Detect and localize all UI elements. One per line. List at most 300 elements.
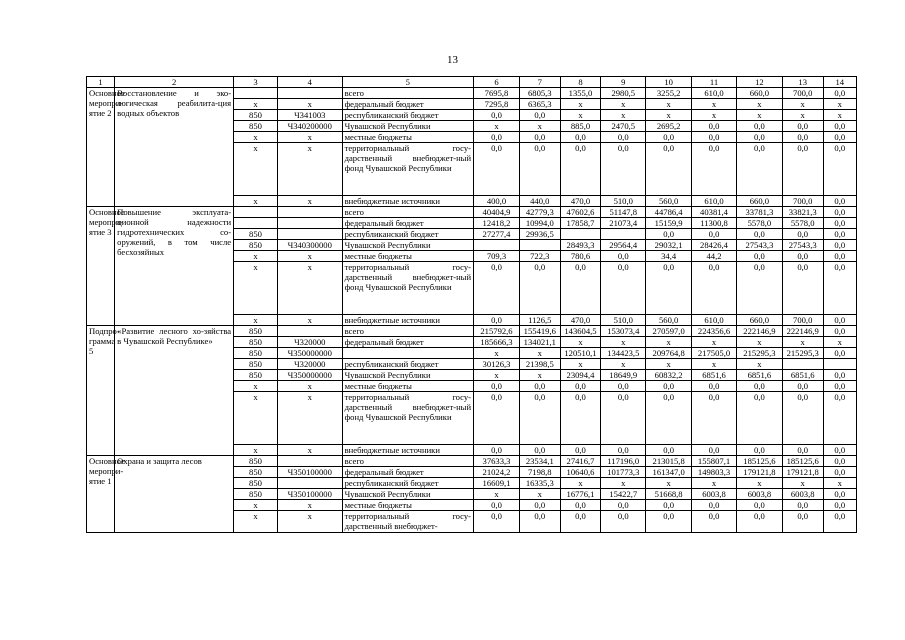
value-cell: х: [560, 337, 601, 348]
grbs-code: 850: [234, 348, 278, 359]
value-cell: 0,0: [736, 392, 782, 445]
header-cell: 10: [646, 77, 692, 88]
funding-source: внебюджетные источники: [342, 315, 473, 326]
value-cell: 0,0: [736, 511, 782, 533]
value-cell: 120510,1: [560, 348, 601, 359]
value-cell: 0,0: [646, 392, 692, 445]
value-cell: 0,0: [601, 445, 646, 456]
value-cell: 270597,0: [646, 326, 692, 337]
value-cell: [474, 240, 520, 251]
funding-source: территориальный госу-дарственный внебюджет-ный фонд Чувашской Республики: [342, 143, 473, 196]
csr-code: [277, 88, 342, 99]
header-cell: 2: [115, 77, 234, 88]
value-cell: 0,0: [736, 445, 782, 456]
value-cell: 27277,4: [474, 229, 520, 240]
value-cell: х: [519, 348, 560, 359]
value-cell: 134021,1: [519, 337, 560, 348]
value-cell: 209764,8: [646, 348, 692, 359]
value-cell: 6805,3: [519, 88, 560, 99]
value-cell: 0,0: [519, 381, 560, 392]
value-cell: 780,6: [560, 251, 601, 262]
grbs-code: 850: [234, 478, 278, 489]
budget-table: [86, 76, 857, 533]
funding-source: Чувашской Республики: [342, 489, 473, 500]
value-cell: 15159,9: [646, 218, 692, 229]
value-cell: 0,0: [692, 392, 737, 445]
value-cell: 21073,4: [601, 218, 646, 229]
value-cell: 885,0: [560, 121, 601, 132]
value-cell: 224356,6: [692, 326, 737, 337]
table-row: [87, 207, 857, 218]
value-cell: 10640,6: [560, 467, 601, 478]
value-cell: 5578,0: [736, 218, 782, 229]
value-cell: 0,0: [560, 500, 601, 511]
header-cell: 11: [692, 77, 737, 88]
value-cell: 700,0: [782, 196, 823, 207]
value-cell: 101773,3: [601, 467, 646, 478]
value-cell: 0,0: [560, 143, 601, 196]
value-cell: 0,0: [692, 500, 737, 511]
csr-code: Ч350100000: [277, 467, 342, 478]
page-number: 13: [447, 54, 458, 66]
header-cell: 1: [87, 77, 115, 88]
funding-source: внебюджетные источники: [342, 196, 473, 207]
csr-code: Ч350000000: [277, 370, 342, 381]
value-cell: х: [646, 99, 692, 110]
csr-code: х: [277, 251, 342, 262]
value-cell: 0,0: [601, 500, 646, 511]
value-cell: 0,0: [782, 500, 823, 511]
value-cell: х: [823, 478, 856, 489]
value-cell: 0,0: [519, 262, 560, 315]
value-cell: х: [692, 110, 737, 121]
value-cell: 1355,0: [560, 88, 601, 99]
value-cell: х: [601, 478, 646, 489]
value-cell: 30126,3: [474, 359, 520, 370]
header-cell: 9: [601, 77, 646, 88]
value-cell: 0,0: [601, 262, 646, 315]
value-cell: 0,0: [692, 445, 737, 456]
csr-code: х: [277, 392, 342, 445]
value-cell: х: [646, 110, 692, 121]
funding-source: всего: [342, 88, 473, 99]
funding-source: республиканский бюджет: [342, 478, 473, 489]
value-cell: 0,0: [823, 370, 856, 381]
value-cell: 0,0: [823, 348, 856, 359]
value-cell: 0,0: [823, 143, 856, 196]
row-group-name: Восстановление и эко-логическая реабилита-ция водных объектов: [115, 88, 234, 207]
value-cell: 16776,1: [560, 489, 601, 500]
csr-code: [277, 478, 342, 489]
csr-code: х: [277, 511, 342, 533]
value-cell: 0,0: [782, 121, 823, 132]
value-cell: 0,0: [736, 121, 782, 132]
value-cell: 23534,1: [519, 456, 560, 467]
value-cell: х: [736, 110, 782, 121]
grbs-code: [234, 88, 278, 99]
grbs-code: х: [234, 143, 278, 196]
value-cell: 709,3: [474, 251, 520, 262]
value-cell: х: [782, 337, 823, 348]
value-cell: 21398,5: [519, 359, 560, 370]
csr-code: [277, 456, 342, 467]
value-cell: 660,0: [736, 196, 782, 207]
value-cell: 134423,5: [601, 348, 646, 359]
csr-code: Ч340200000: [277, 121, 342, 132]
value-cell: 400,0: [474, 196, 520, 207]
value-cell: [601, 229, 646, 240]
header-cell: 3: [234, 77, 278, 88]
grbs-code: х: [234, 511, 278, 533]
value-cell: 44786,4: [646, 207, 692, 218]
value-cell: 217505,0: [692, 348, 737, 359]
value-cell: 0,0: [474, 500, 520, 511]
value-cell: 2695,2: [646, 121, 692, 132]
value-cell: 0,0: [474, 262, 520, 315]
csr-code: х: [277, 381, 342, 392]
value-cell: 0,0: [823, 315, 856, 326]
value-cell: 2470,5: [601, 121, 646, 132]
value-cell: 0,0: [736, 500, 782, 511]
funding-source: территориальный госу-дарственный внебюджет-ный фонд Чувашской Республики: [342, 262, 473, 315]
value-cell: 0,0: [692, 229, 737, 240]
value-cell: 0,0: [560, 511, 601, 533]
csr-code: Ч341003: [277, 110, 342, 121]
value-cell: 12418,2: [474, 218, 520, 229]
funding-source: Чувашской Республики: [342, 240, 473, 251]
grbs-code: 850: [234, 337, 278, 348]
value-cell: 179121,8: [736, 467, 782, 478]
value-cell: 60832,2: [646, 370, 692, 381]
value-cell: х: [519, 489, 560, 500]
value-cell: х: [736, 359, 782, 370]
grbs-code: [234, 207, 278, 218]
value-cell: 0,0: [646, 511, 692, 533]
value-cell: 0,0: [823, 207, 856, 218]
value-cell: 0,0: [823, 500, 856, 511]
value-cell: 510,0: [601, 196, 646, 207]
funding-source: Чувашской Республики: [342, 370, 473, 381]
value-cell: 0,0: [601, 511, 646, 533]
value-cell: х: [519, 121, 560, 132]
value-cell: 6365,3: [519, 99, 560, 110]
header-cell: 6: [474, 77, 520, 88]
value-cell: 44,2: [692, 251, 737, 262]
value-cell: х: [692, 478, 737, 489]
grbs-code: х: [234, 132, 278, 143]
value-cell: х: [823, 110, 856, 121]
grbs-code: 850: [234, 456, 278, 467]
value-cell: 0,0: [823, 456, 856, 467]
value-cell: 6851,6: [782, 370, 823, 381]
value-cell: 2980,5: [601, 88, 646, 99]
row-group-name: Охрана и защита лесов: [115, 456, 234, 533]
table-row: [87, 326, 857, 337]
value-cell: 0,0: [474, 392, 520, 445]
csr-code: х: [277, 99, 342, 110]
value-cell: 7295,8: [474, 99, 520, 110]
value-cell: 185666,3: [474, 337, 520, 348]
value-cell: х: [601, 110, 646, 121]
csr-code: Ч350000000: [277, 348, 342, 359]
header-cell: 13: [782, 77, 823, 88]
value-cell: 0,0: [519, 392, 560, 445]
value-cell: 0,0: [474, 315, 520, 326]
value-cell: 0,0: [823, 218, 856, 229]
value-cell: х: [736, 337, 782, 348]
grbs-code: х: [234, 445, 278, 456]
value-cell: 5578,0: [782, 218, 823, 229]
value-cell: 0,0: [823, 392, 856, 445]
value-cell: 0,0: [474, 132, 520, 143]
value-cell: 0,0: [474, 110, 520, 121]
value-cell: 0,0: [519, 511, 560, 533]
funding-source: территориальный госу-дарственный внебюджет-: [342, 511, 473, 533]
funding-source: федеральный бюджет: [342, 467, 473, 478]
value-cell: 0,0: [519, 445, 560, 456]
value-cell: 0,0: [782, 132, 823, 143]
value-cell: 6003,8: [692, 489, 737, 500]
value-cell: х: [601, 99, 646, 110]
grbs-code: [234, 218, 278, 229]
value-cell: 0,0: [782, 392, 823, 445]
value-cell: 0,0: [782, 143, 823, 196]
value-cell: 155419,6: [519, 326, 560, 337]
value-cell: 6851,6: [692, 370, 737, 381]
value-cell: х: [646, 359, 692, 370]
value-cell: 3255,2: [646, 88, 692, 99]
value-cell: 23094,4: [560, 370, 601, 381]
value-cell: х: [601, 359, 646, 370]
value-cell: 153073,4: [601, 326, 646, 337]
grbs-code: 850: [234, 489, 278, 500]
grbs-code: х: [234, 315, 278, 326]
value-cell: 0,0: [823, 489, 856, 500]
value-cell: 0,0: [560, 445, 601, 456]
value-cell: 1126,5: [519, 315, 560, 326]
value-cell: 0,0: [560, 392, 601, 445]
value-cell: 0,0: [519, 143, 560, 196]
value-cell: 7198,8: [519, 467, 560, 478]
grbs-code: 850: [234, 359, 278, 370]
value-cell: х: [823, 99, 856, 110]
value-cell: 0,0: [646, 132, 692, 143]
value-cell: 440,0: [519, 196, 560, 207]
value-cell: 0,0: [823, 262, 856, 315]
value-cell: 0,0: [646, 381, 692, 392]
value-cell: 117196,0: [601, 456, 646, 467]
csr-code: Ч320000: [277, 337, 342, 348]
value-cell: 0,0: [736, 229, 782, 240]
funding-source: местные бюджеты: [342, 132, 473, 143]
value-cell: 470,0: [560, 315, 601, 326]
value-cell: 7695,8: [474, 88, 520, 99]
funding-source: местные бюджеты: [342, 381, 473, 392]
value-cell: 40404,9: [474, 207, 520, 218]
value-cell: х: [560, 359, 601, 370]
value-cell: 16609,1: [474, 478, 520, 489]
funding-source: всего: [342, 207, 473, 218]
funding-source: всего: [342, 326, 473, 337]
value-cell: 0,0: [692, 381, 737, 392]
value-cell: 28493,3: [560, 240, 601, 251]
grbs-code: 850: [234, 229, 278, 240]
value-cell: 660,0: [736, 315, 782, 326]
header-cell: 5: [342, 77, 473, 88]
value-cell: х: [601, 337, 646, 348]
value-cell: 0,0: [736, 132, 782, 143]
header-cell: 12: [736, 77, 782, 88]
value-cell: х: [560, 99, 601, 110]
value-cell: 0,0: [560, 132, 601, 143]
value-cell: х: [782, 478, 823, 489]
table-row: [87, 456, 857, 467]
value-cell: х: [782, 110, 823, 121]
value-cell: 0,0: [736, 262, 782, 315]
row-group-label: Основное меропри-ятие 3: [87, 207, 115, 326]
csr-code: х: [277, 262, 342, 315]
value-cell: х: [560, 478, 601, 489]
grbs-code: х: [234, 500, 278, 511]
value-cell: 51147,8: [601, 207, 646, 218]
value-cell: 0,0: [823, 121, 856, 132]
value-cell: 222146,9: [782, 326, 823, 337]
value-cell: 17858,7: [560, 218, 601, 229]
value-cell: 6003,8: [782, 489, 823, 500]
csr-code: х: [277, 143, 342, 196]
value-cell: 215792,6: [474, 326, 520, 337]
value-cell: х: [736, 478, 782, 489]
value-cell: 222146,9: [736, 326, 782, 337]
funding-source: федеральный бюджет: [342, 99, 473, 110]
value-cell: 29936,5: [519, 229, 560, 240]
value-cell: 0,0: [823, 240, 856, 251]
value-cell: 185125,6: [782, 456, 823, 467]
value-cell: х: [692, 359, 737, 370]
grbs-code: 850: [234, 370, 278, 381]
csr-code: Ч350100000: [277, 489, 342, 500]
table-row: [87, 88, 857, 99]
value-cell: 700,0: [782, 315, 823, 326]
funding-source: всего: [342, 456, 473, 467]
funding-source: федеральный бюджет: [342, 218, 473, 229]
csr-code: Ч340300000: [277, 240, 342, 251]
value-cell: 0,0: [646, 500, 692, 511]
value-cell: 21024,2: [474, 467, 520, 478]
header-cell: 14: [823, 77, 856, 88]
value-cell: 0,0: [692, 132, 737, 143]
value-cell: 0,0: [782, 262, 823, 315]
value-cell: 0,0: [519, 500, 560, 511]
value-cell: 0,0: [823, 196, 856, 207]
value-cell: 0,0: [474, 143, 520, 196]
funding-source: местные бюджеты: [342, 500, 473, 511]
value-cell: 27543,3: [782, 240, 823, 251]
value-cell: 16335,3: [519, 478, 560, 489]
value-cell: 610,0: [692, 315, 737, 326]
value-cell: 215295,3: [782, 348, 823, 359]
value-cell: 0,0: [823, 229, 856, 240]
grbs-code: х: [234, 262, 278, 315]
value-cell: 0,0: [601, 381, 646, 392]
value-cell: 29564,4: [601, 240, 646, 251]
value-cell: 0,0: [782, 251, 823, 262]
value-cell: х: [474, 348, 520, 359]
value-cell: х: [646, 337, 692, 348]
row-group-name: «Развитие лесного хо-зяйства в Чувашской Республике»: [115, 326, 234, 456]
value-cell: [560, 229, 601, 240]
value-cell: 0,0: [823, 381, 856, 392]
value-cell: х: [692, 337, 737, 348]
value-cell: 10994,0: [519, 218, 560, 229]
value-cell: 0,0: [646, 445, 692, 456]
value-cell: 0,0: [823, 132, 856, 143]
value-cell: 149803,3: [692, 467, 737, 478]
value-cell: х: [692, 99, 737, 110]
value-cell: 33821,3: [782, 207, 823, 218]
value-cell: 660,0: [736, 88, 782, 99]
value-cell: 0,0: [823, 511, 856, 533]
csr-code: х: [277, 445, 342, 456]
value-cell: 0,0: [692, 143, 737, 196]
value-cell: [823, 359, 856, 370]
value-cell: 213015,8: [646, 456, 692, 467]
value-cell: 0,0: [823, 467, 856, 478]
value-cell: 0,0: [823, 445, 856, 456]
value-cell: 0,0: [692, 511, 737, 533]
value-cell: 0,0: [782, 229, 823, 240]
value-cell: 179121,8: [782, 467, 823, 478]
value-cell: 42779,3: [519, 207, 560, 218]
row-group-label: Подпро-грамма 5: [87, 326, 115, 456]
value-cell: х: [782, 99, 823, 110]
value-cell: 0,0: [692, 121, 737, 132]
grbs-code: 850: [234, 240, 278, 251]
funding-source: [342, 348, 473, 359]
value-cell: 37633,3: [474, 456, 520, 467]
csr-code: [277, 326, 342, 337]
value-cell: 722,3: [519, 251, 560, 262]
csr-code: х: [277, 315, 342, 326]
value-cell: 0,0: [736, 143, 782, 196]
value-cell: х: [474, 370, 520, 381]
header-cell: 7: [519, 77, 560, 88]
value-cell: 0,0: [646, 143, 692, 196]
value-cell: 18649,9: [601, 370, 646, 381]
value-cell: 700,0: [782, 88, 823, 99]
value-cell: х: [519, 370, 560, 381]
value-cell: 0,0: [474, 445, 520, 456]
value-cell: 0,0: [519, 132, 560, 143]
value-cell: 6003,8: [736, 489, 782, 500]
value-cell: [519, 240, 560, 251]
grbs-code: х: [234, 381, 278, 392]
funding-source: республиканский бюджет: [342, 229, 473, 240]
value-cell: 0,0: [601, 143, 646, 196]
grbs-code: 850: [234, 467, 278, 478]
value-cell: х: [474, 121, 520, 132]
value-cell: 0,0: [519, 110, 560, 121]
csr-code: [277, 229, 342, 240]
funding-source: территориальный госу-дарственный внебюджет-ный фонд Чувашской Республики: [342, 392, 473, 445]
funding-source: федеральный бюджет: [342, 337, 473, 348]
funding-source: республиканский бюджет: [342, 110, 473, 121]
header-row: [87, 77, 857, 88]
value-cell: 0,0: [646, 262, 692, 315]
value-cell: х: [560, 110, 601, 121]
value-cell: 27543,3: [736, 240, 782, 251]
value-cell: 0,0: [474, 511, 520, 533]
